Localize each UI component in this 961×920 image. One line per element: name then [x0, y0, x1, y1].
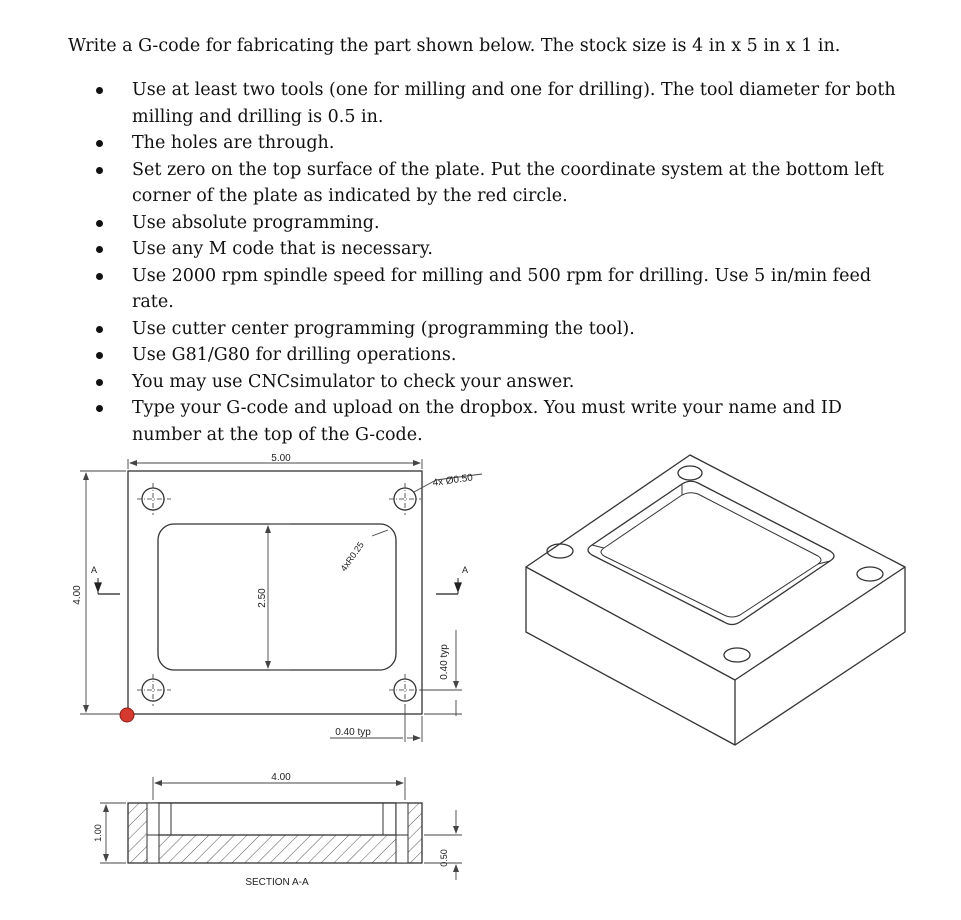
dimension-section-thickness-label: 1.00: [93, 824, 103, 842]
requirement-item: The holes are through.: [96, 130, 896, 157]
dimension-edge-offset-bottom-label: 0.40 typ: [335, 727, 371, 738]
hole-bottom-left: [137, 674, 171, 706]
section-marker-left-label: A: [91, 565, 98, 575]
assignment-intro: Write a G-code for fabricating the part shown below. The stock size is 4 in x 5 in x 1 in.: [68, 36, 841, 56]
origin-marker: [120, 708, 134, 722]
section-marker-left-icon: [95, 578, 120, 594]
section-pocket: [157, 803, 396, 835]
dimension-edge-offset-side-label: 0.40 typ: [439, 644, 450, 680]
iso-hole-left: [547, 544, 573, 558]
requirement-item: Type your G-code and upload on the dropbox. You must write your name and ID number at the top of the G-code.: [96, 395, 896, 448]
requirement-item: You may use CNCsimulator to check your answer.: [96, 369, 896, 396]
isometric-view: [526, 455, 905, 745]
iso-left-face: [526, 567, 735, 745]
iso-hole-front: [724, 648, 750, 662]
section-title: SECTION A-A: [245, 877, 309, 888]
top-view: [128, 471, 422, 714]
requirement-item: Use absolute programming.: [96, 210, 896, 237]
iso-pocket-inner: [601, 493, 821, 617]
section-hole-right: [396, 803, 408, 863]
dimension-height: [80, 471, 126, 714]
section-marker-right-label: A: [462, 565, 469, 575]
iso-right-face: [735, 567, 905, 745]
hole-top-left: [137, 483, 171, 515]
dimension-pocket-height-label: 2.50: [257, 588, 268, 608]
requirement-item: Set zero on the top surface of the plate. Put the coordinate system at the bottom left corner of the plate as indicated by the red circle.: [96, 157, 896, 210]
dimension-section-depth: [424, 810, 462, 880]
dimension-section-width-label: 4.00: [271, 772, 291, 783]
iso-hole-right: [857, 567, 883, 581]
requirement-item: Use any M code that is necessary.: [96, 236, 896, 263]
section-view: [128, 803, 422, 863]
dimension-pocket-height: [268, 524, 290, 670]
hole-callout-label: 4x Ø0.50: [431, 472, 474, 489]
dimension-section-depth-label: 0.50: [439, 849, 449, 867]
fillet-callout-label: 4xR0.25: [338, 539, 366, 574]
iso-hole-back: [678, 466, 702, 480]
plate-outline: [128, 471, 422, 714]
dimension-width-label: 5.00: [271, 453, 291, 464]
section-hole-left: [147, 803, 159, 863]
hole-bottom-right: [389, 674, 421, 706]
requirement-item: Use cutter center programming (programming the tool).: [96, 316, 896, 343]
fillet-leader: [372, 530, 388, 536]
iso-top-face: [526, 455, 905, 680]
requirement-item: Use G81/G80 for drilling operations.: [96, 342, 896, 369]
requirement-item: Use at least two tools (one for milling and one for drilling). The tool diameter for both milling and drilling is 0.5 in.: [96, 77, 896, 130]
dimension-height-label: 4.00: [72, 585, 83, 605]
dimension-section-thickness: [100, 803, 126, 863]
section-marker-right-icon: [436, 578, 461, 594]
requirement-item: Use 2000 rpm spindle speed for milling and 500 rpm for drilling. Use 5 in/min feed rate.: [96, 263, 896, 316]
hole-top-right: [389, 483, 421, 515]
iso-pocket-outer: [588, 481, 834, 624]
